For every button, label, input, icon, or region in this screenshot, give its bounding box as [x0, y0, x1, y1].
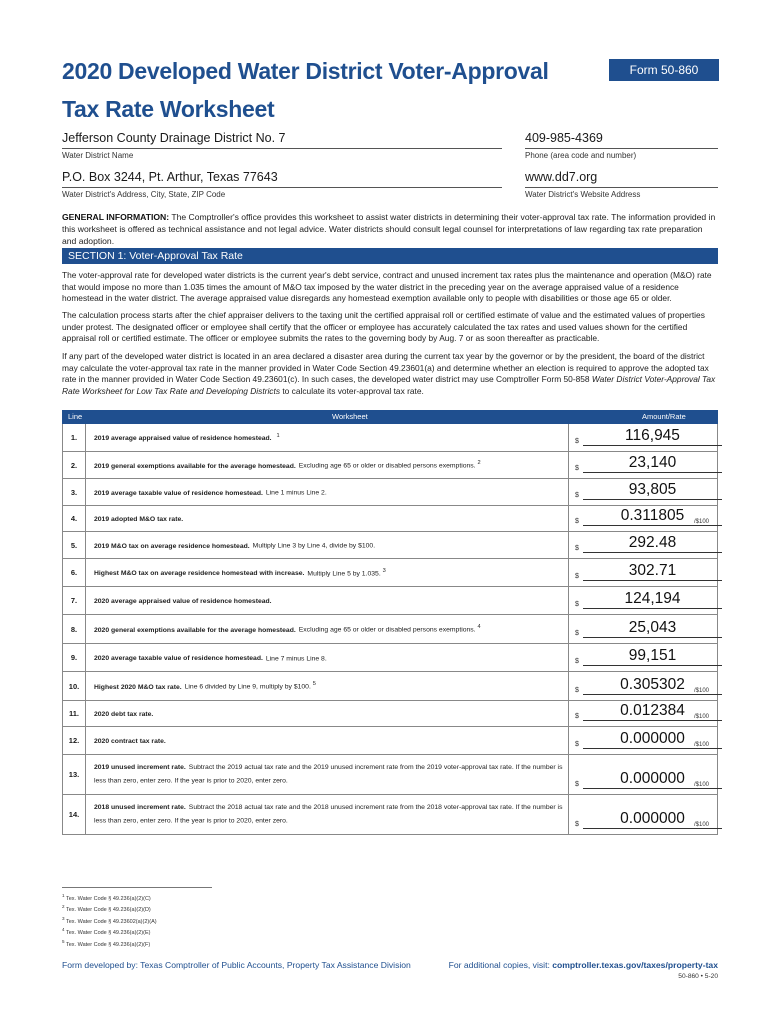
phone-label: Phone (area code and number) [525, 151, 637, 160]
line-description-detail: Multiply Line 5 by 1.035. [307, 570, 381, 578]
line-number: 7. [63, 587, 86, 614]
line-number: 2. [63, 452, 86, 478]
footnote-reference: 4 [477, 624, 481, 631]
table-row [63, 479, 717, 506]
dollar-sign: $ [575, 518, 579, 525]
line-description [94, 701, 564, 726]
form-number-badge: Form 50-860 [609, 59, 719, 81]
line-description [94, 644, 564, 671]
general-information-label: GENERAL INFORMATION: [62, 212, 170, 222]
line-number: 12. [63, 727, 86, 754]
worksheet-table-header [62, 410, 718, 424]
form-50-858-title: Water District Voter-Approval Tax Rate Worksheet for Low Tax Rate and Developing Districts [62, 374, 716, 396]
table-row [63, 701, 717, 727]
dollar-sign: $ [575, 492, 579, 499]
amount-cell [568, 672, 717, 700]
footnotes [62, 887, 212, 949]
footnote-mark: 4 [62, 927, 65, 933]
table-row [63, 424, 717, 452]
section-1-paragraph-2: The calculation process starts after the chief appraiser delivers to the taxing unit the certified appraisal roll or certified estimate of value and the estimated values of properties under protest. The designated officer or employee shall certify that the officer or employee has accurately calculated the tax rates and used values shown for the certified appraisal roll or certified estimate. The officer or employee submits the rates to the governing body by Aug. 7 or as soon thereafter as practicable. [62, 310, 705, 344]
amount-cell [568, 587, 717, 614]
line-description-detail: Subtract the 2019 actual tax rate and the 2019 unused increment rate from the 2019 voter-approval tax rate. If the number is less than zero, enter zero. If the year is prior to 2020, enter zero. [94, 763, 563, 785]
footnote-text: Tex. Water Code § 49.236(a)(2)(F) [65, 941, 151, 948]
amount-value[interactable]: 0.000000 [583, 730, 722, 749]
dollar-sign: $ [575, 573, 579, 580]
amount-value[interactable]: 292.48 [583, 534, 722, 553]
rate-unit: /$100 [694, 742, 710, 748]
line-description [94, 727, 564, 754]
line-description-bold: 2020 debt tax rate. [94, 711, 154, 719]
line-number: 4. [63, 506, 86, 531]
section-1-paragraph-3 [62, 351, 718, 397]
line-description [94, 672, 564, 700]
district-name-label: Water District Name [62, 151, 134, 160]
line-description [94, 479, 564, 505]
amount-cell [568, 452, 717, 478]
amount-cell [568, 532, 717, 558]
footnote-text: Tex. Water Code § 49.23602(a)(2)(A) [65, 918, 157, 925]
line-number: 9. [63, 644, 86, 671]
footer-website-link[interactable]: comptroller.texas.gov/taxes/property-tax [552, 960, 718, 970]
line-description-detail: Multiply Line 3 by Line 4, divide by $100. [252, 542, 376, 550]
line-description-detail: Line 7 minus Line 8. [265, 655, 327, 663]
amount-value[interactable]: 116,945 [583, 427, 722, 446]
dollar-sign: $ [575, 658, 579, 665]
footnote-reference: 2 [477, 460, 481, 467]
line-description-detail: Excluding age 65 or older or disabled persons exemptions. [298, 626, 476, 634]
line-number: 13. [63, 755, 86, 794]
dollar-sign: $ [575, 821, 579, 828]
dollar-sign: $ [575, 438, 579, 445]
dollar-sign: $ [575, 465, 579, 472]
amount-cell [568, 559, 717, 586]
footnote-mark: 3 [62, 915, 65, 921]
line-description-detail: Subtract the 2018 actual tax rate and the 2018 unused increment rate from the 2018 voter-approval tax rate. If the number is less than zero, enter zero. If the year is prior to 2020, enter zero. [94, 803, 563, 825]
footnote-reference: 5 [312, 681, 316, 688]
line-description-detail: Excluding age 65 or older or disabled persons exemptions. [298, 462, 476, 470]
footnote-item [62, 903, 212, 914]
line-description-bold: 2019 unused increment rate. [94, 763, 186, 771]
website-label: Water District's Website Address [525, 190, 641, 199]
district-name-field [62, 131, 502, 160]
paragraph-3-end-text: to calculate its voter-approval tax rate. [280, 385, 424, 396]
line-description [94, 424, 564, 451]
amount-cell [568, 727, 717, 754]
table-row [63, 532, 717, 559]
amount-value[interactable]: 99,151 [583, 647, 722, 666]
amount-value[interactable]: 0.000000 [583, 810, 722, 829]
amount-value[interactable]: 0.000000 [583, 770, 722, 789]
phone-value: 409-985-4369 [525, 131, 718, 149]
worksheet-table [62, 424, 718, 835]
footer-copies-prefix: For additional copies, visit: [448, 960, 553, 970]
footnote-text: Tex. Water Code § 49.236(a)(2)(E) [65, 930, 151, 937]
form-title-line-1: 2020 Developed Water District Voter-Approval [62, 58, 549, 84]
district-name-value: Jefferson County Drainage District No. 7 [62, 131, 502, 149]
footnote-mark: 2 [62, 904, 65, 910]
footnote-text: Tex. Water Code § 49.236(a)(2)(D) [65, 907, 151, 914]
line-description-bold: 2018 unused increment rate. [94, 803, 186, 811]
line-number: 5. [63, 532, 86, 558]
line-number: 8. [63, 615, 86, 643]
line-description-bold: 2020 general exemptions available for the average homestead. [94, 626, 296, 634]
line-description [94, 506, 564, 531]
footnote-reference: 1 [276, 432, 280, 439]
footnote-text: Tex. Water Code § 49.236(a)(2)(C) [65, 895, 151, 902]
line-description-detail: Line 6 divided by Line 9, multiply by $100. [184, 683, 311, 691]
dollar-sign: $ [575, 687, 579, 694]
address-field [62, 170, 502, 199]
paragraph-3-main-text: If any part of the developed water district is located in an area declared a disaster area during the current tax year by the governor or by the president, the board of the district may calculate the voter-approval tax rate in the manner provided in Water Code Section 49.23601(a) and determine whether an election is required to approve the adopted tax rate in the manner provided in Water Code Section 49.23601(c). In such cases, the developed water district may use Comptroller Form 50-858 [62, 351, 709, 385]
amount-cell [568, 701, 717, 726]
line-description [94, 615, 564, 643]
line-description [94, 795, 564, 834]
table-row [63, 755, 717, 795]
table-row [63, 672, 717, 701]
amount-value[interactable]: 124,194 [583, 590, 722, 609]
phone-field [525, 131, 718, 160]
table-row [63, 795, 717, 835]
rate-unit: /$100 [694, 822, 710, 828]
amount-cell [568, 424, 717, 451]
line-description [94, 559, 564, 586]
amount-cell [568, 479, 717, 505]
table-row [63, 452, 717, 479]
column-header-amount: Amount/Rate [642, 412, 686, 421]
footnote-mark: 5 [62, 938, 65, 944]
line-description-bold: 2020 average taxable value of residence homestead. [94, 655, 263, 663]
amount-value[interactable]: 23,140 [583, 454, 722, 473]
table-row [63, 587, 717, 615]
dollar-sign: $ [575, 781, 579, 788]
table-row [63, 727, 717, 755]
line-description [94, 532, 564, 558]
dollar-sign: $ [575, 545, 579, 552]
footnote-item [62, 915, 212, 926]
line-number: 1. [63, 424, 86, 451]
table-row [63, 615, 717, 644]
table-row [63, 506, 717, 532]
footer-copies [449, 960, 718, 970]
address-value: P.O. Box 3244, Pt. Arthur, Texas 77643 [62, 170, 502, 188]
line-description-bold: Highest 2020 M&O tax rate. [94, 683, 182, 691]
line-description-bold: 2019 average taxable value of residence homestead. [94, 489, 263, 497]
dollar-sign: $ [575, 713, 579, 720]
general-information-text: The Comptroller's office provides this worksheet to assist water districts in determining their voter-approval tax rate. The information provided in this worksheet is offered as technical assistance and not legal advice. Water districts should consult legal counsel for interpretations of law regarding tax rate preparation and adoption. [62, 212, 716, 246]
line-description [94, 452, 564, 478]
rate-unit: /$100 [694, 519, 710, 525]
dollar-sign: $ [575, 601, 579, 608]
line-description [94, 587, 564, 614]
line-description-bold: 2019 average appraised value of residence homestead. [94, 435, 272, 443]
amount-value[interactable]: 0.305302 [583, 676, 722, 695]
line-number: 3. [63, 479, 86, 505]
line-description [94, 755, 564, 794]
line-description-bold: 2020 average appraised value of residence homestead. [94, 598, 272, 606]
table-row [63, 559, 717, 587]
amount-value[interactable]: 0.012384 [583, 702, 722, 721]
line-number: 6. [63, 559, 86, 586]
line-description-bold: Highest M&O tax on average residence homestead with increase. [94, 570, 305, 578]
rate-unit: /$100 [694, 714, 710, 720]
general-information [62, 211, 718, 247]
rate-unit: /$100 [694, 688, 710, 694]
amount-cell [568, 615, 717, 643]
form-title-line-2: Tax Rate Worksheet [62, 96, 275, 122]
amount-cell [568, 755, 717, 794]
address-label: Water District's Address, City, State, ZIP Code [62, 190, 226, 199]
website-value: www.dd7.org [525, 170, 718, 188]
amount-cell [568, 644, 717, 671]
amount-cell [568, 795, 717, 834]
website-field [525, 170, 718, 199]
amount-cell [568, 506, 717, 531]
amount-value[interactable]: 0.311805 [583, 507, 722, 526]
footnote-mark: 1 [62, 893, 65, 898]
table-row [63, 644, 717, 672]
footnote-item [62, 892, 212, 903]
section-1-paragraph-1: The voter-approval rate for developed water districts is the current year's debt service, contract and unused increment tax rates plus the maintenance and operation (M&O) rate that would impose no more than 1.035 times the amount of M&O tax imposed by the water district in the preceding year on the average appraised value of a residence homestead in the water district. The average appraised value disregards any homestead exemption available only to people with disabilities or those age 65 or older. [62, 270, 712, 304]
column-header-line: Line [68, 412, 83, 421]
line-description-bold: 2019 adopted M&O tax rate. [94, 516, 184, 524]
line-description-bold: 2019 general exemptions available for the average homestead. [94, 462, 296, 470]
section-1-header: SECTION 1: Voter-Approval Tax Rate [62, 248, 718, 264]
amount-value[interactable]: 93,805 [583, 481, 722, 500]
amount-value[interactable]: 25,043 [583, 619, 722, 638]
line-number: 14. [63, 795, 86, 834]
form-revision-code: 50-860 • 5-20 [678, 973, 718, 980]
footer-credit: Form developed by: Texas Comptroller of Public Accounts, Property Tax Assistance Division [62, 960, 411, 970]
dollar-sign: $ [575, 741, 579, 748]
dollar-sign: $ [575, 630, 579, 637]
amount-value[interactable]: 302.71 [583, 562, 722, 581]
footnote-item [62, 938, 212, 949]
column-header-worksheet: Worksheet [332, 412, 368, 421]
line-description-bold: 2020 contract tax rate. [94, 738, 166, 746]
line-number: 10. [63, 672, 86, 700]
footnote-reference: 3 [382, 567, 386, 574]
footnote-item [62, 926, 212, 937]
line-description-bold: 2019 M&O tax on average residence homestead. [94, 542, 250, 550]
line-number: 11. [63, 701, 86, 726]
line-description-detail: Line 1 minus Line 2. [265, 489, 327, 497]
rate-unit: /$100 [694, 782, 710, 788]
